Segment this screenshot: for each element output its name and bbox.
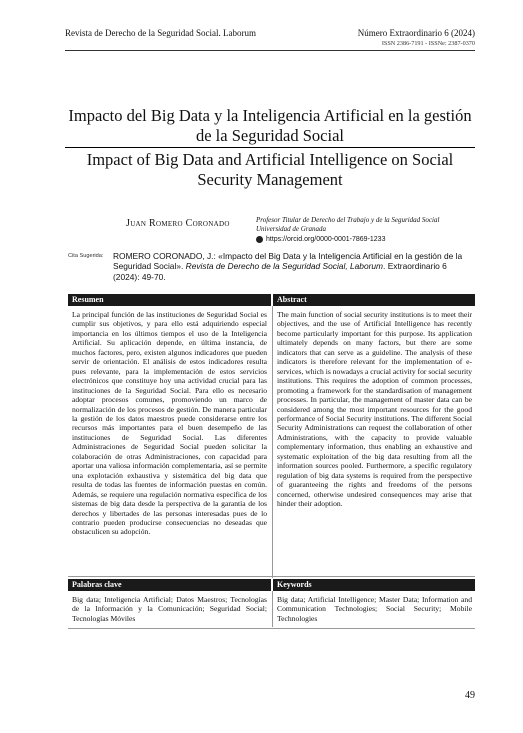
orcid-url[interactable]: https://orcid.org/0000-0001-7869-1233 — [266, 236, 386, 243]
resumen-heading: Resumen — [68, 294, 271, 306]
affiliation-university: Universidad de Granada — [256, 225, 326, 233]
resumen-text: La principal función de las instituciones de Seguridad Social es cumplir sus objetivos, y para ello está adquiriendo especial importancia en los últimos tiempos el uso de la Inteligencia Artificial. Su aplicación depende, en última instancia, de muchos factores, pero, existen algunos indicadores que pueden servir de orientación. El análisis de estos indicadores resulta pues relevante, para la implementación de estos servicios electrónicos que constituye hoy una actividad crucial para las instituciones de la Seguridad Social. Para ello es necesario adoptar procesos comunes, promoviendo un marco de normalización de los procesos de gestión. De manera particular la gestión de los datos maestros puede considerarse entre los recursos más importantes para el buen desempeño de las instituciones de Seguridad Social. Las diferentes Administraciones de Seguridad Social pueden solicitar la colaboración de otras Administraciones, con capacidad para aportar una valiosa información complementaria, así se permite una explotación exhaustiva y sistemática del big data que resulta de todas las fuentes de información puestas en común. Además, se requiere una regulación normativa específica de los sistemas de big data desde la perspectiva de la garantía de los derechos y libertades de las personas interesadas pues de lo contrario pueden producirse consecuencias no deseadas que obstaculicen su adopción. — [72, 310, 267, 537]
running-header-issn: ISSN 2386-7191 - ISSNe: 2387-0370 — [381, 40, 475, 47]
abstract-heading: Abstract — [273, 294, 475, 306]
citation-text — [113, 251, 473, 282]
running-header-issue: Número Extraordinario 6 (2024) — [357, 28, 475, 38]
palabras-clave-heading: Palabras clave — [68, 579, 271, 591]
column-divider — [272, 306, 273, 578]
citation-main: ROMERO CORONADO, J.: «Impacto del Big Data y la Inteligencia Artificial en la gestión de la Seguridad Social». — [113, 251, 463, 272]
citation-issue: . Extraordinario 6 (2024): 49-70. — [113, 261, 447, 282]
section-rule — [68, 576, 475, 577]
abstract-text: The main function of social security institutions is to meet their objectives, and the use of Artificial Intelligence has recently become particularly important for this purpose. Its application ultimately depends on many factors, but there are some indicators that can serve as a guideline. The analysis of these indicators is therefore relevant for the implementation of e-services, which is nowadays a crucial activity for social security institutions. This requires the adoption of common processes, promoting a framework for the standardisation of management processes. In particular, the management of master data can be considered among the most important resources for the good performance of Social Security institutions. The different Social Security Administrations can request the collaboration of other Administrations, with the capacity to provide valuable complementary information, thus enabling an exhaustive and systematic exploitation of the big data resulting from all the information sources pooled. Furthermore, a specific regulatory regulation of big data systems is required from the perspective of guaranteeing the rights and freedoms of the persons concerned, otherwise undesired consequences may arise that hinder their adoption. — [277, 310, 472, 509]
orcid-link[interactable] — [256, 236, 385, 243]
palabras-clave-text: Big data; Inteligencia Artificial; Datos Maestros; Tecnologías de la Información y la Comunicación; Seguridad Social; Tecnologías Móviles — [72, 595, 267, 623]
author-name: Juan Romero Coronado — [126, 218, 230, 229]
keywords-heading: Keywords — [273, 579, 475, 591]
author-affiliation — [256, 216, 439, 234]
citation-journal: Revista de Derecho de la Seguridad Social, Laborum — [185, 261, 384, 272]
header-rule — [65, 50, 475, 51]
keywords-text: Big data; Artificial Intelligence; Master Data; Information and Communication Technologies; Social Security; Mobile Technologies — [277, 595, 472, 623]
page-number: 49 — [465, 690, 475, 701]
title-english: Impact of Big Data and Artificial Intelligence on Social Security Management — [86, 150, 454, 189]
orcid-icon — [256, 236, 263, 243]
affiliation-position: Profesor Titular de Derecho del Trabajo y de la Seguridad Social — [256, 216, 440, 224]
keywords-divider — [272, 591, 273, 627]
title-spanish: Impacto del Big Data y la Inteligencia Artificial en la gestión de la Seguridad Social — [68, 106, 472, 145]
citation-label: Cita Sugerida: — [68, 253, 104, 259]
bottom-rule — [68, 628, 475, 629]
running-header-journal: Revista de Derecho de la Seguridad Social. Laborum — [65, 28, 256, 38]
title-divider — [65, 147, 475, 148]
